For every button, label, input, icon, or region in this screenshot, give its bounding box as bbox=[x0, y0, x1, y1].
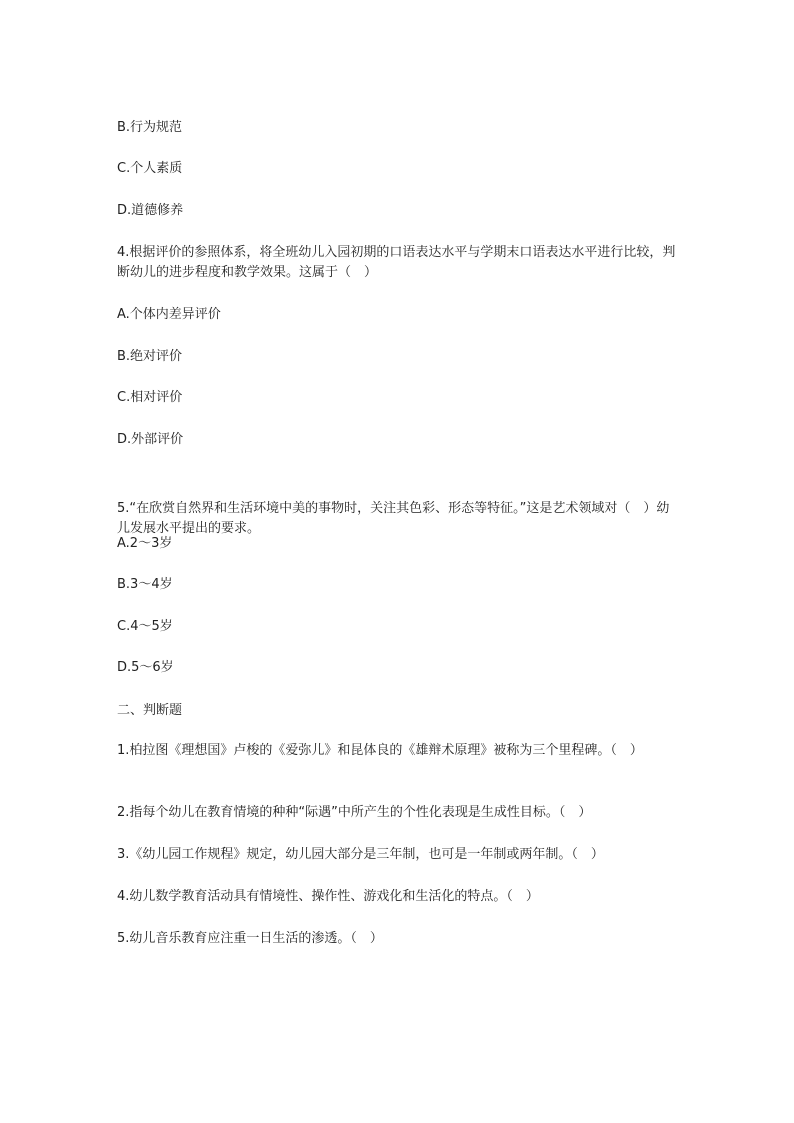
judge-item-2: 2.指每个幼儿在教育情境的种种“际遇”中所产生的个性化表现是生成性目标。（ ） bbox=[117, 805, 592, 820]
judge-item-1: 1.柏拉图《理想国》卢梭的《爱弥儿》和昆体良的《雄辩术原理》被称为三个里程碑。（ ） bbox=[117, 743, 643, 758]
q5-option-b: B.3～4岁 bbox=[117, 577, 173, 592]
q4-option-a: A.个体内差异评价 bbox=[117, 307, 221, 322]
judge-item-3: 3.《幼儿园工作规程》规定，幼儿园大部分是三年制，也可是一年制或两年制。（ ） bbox=[117, 847, 604, 862]
q5-option-c: C.4～5岁 bbox=[117, 619, 173, 634]
question-5: 5.“在欣赏自然界和生活环境中美的事物时，关注其色彩、形态等特征。”这是艺术领域对（ ）幼儿发展水平提出的要求。 bbox=[117, 501, 670, 536]
option-b: B.行为规范 bbox=[117, 120, 183, 135]
option-c: C.个人素质 bbox=[117, 161, 183, 176]
section-title: 二、判断题 bbox=[117, 703, 183, 718]
q5-option-d: D.5～6岁 bbox=[117, 660, 174, 675]
q4-option-c: C.相对评价 bbox=[117, 390, 183, 405]
q5-option-a: A.2～3岁 bbox=[117, 536, 173, 551]
judge-item-5: 5.幼儿音乐教育应注重一日生活的渗透。（ ） bbox=[117, 931, 383, 946]
option-d: D.道德修养 bbox=[117, 203, 184, 218]
q4-option-d: D.外部评价 bbox=[117, 432, 184, 447]
q4-option-b: B.绝对评价 bbox=[117, 349, 183, 364]
question-4: 4.根据评价的参照体系，将全班幼儿入园初期的口语表达水平与学期末口语表达水平进行比较，判断幼儿的进步程度和教学效果。这属于（ ） bbox=[117, 245, 676, 280]
judge-item-4: 4.幼儿数学教育活动具有情境性、操作性、游戏化和生活化的特点。（ ） bbox=[117, 889, 539, 904]
